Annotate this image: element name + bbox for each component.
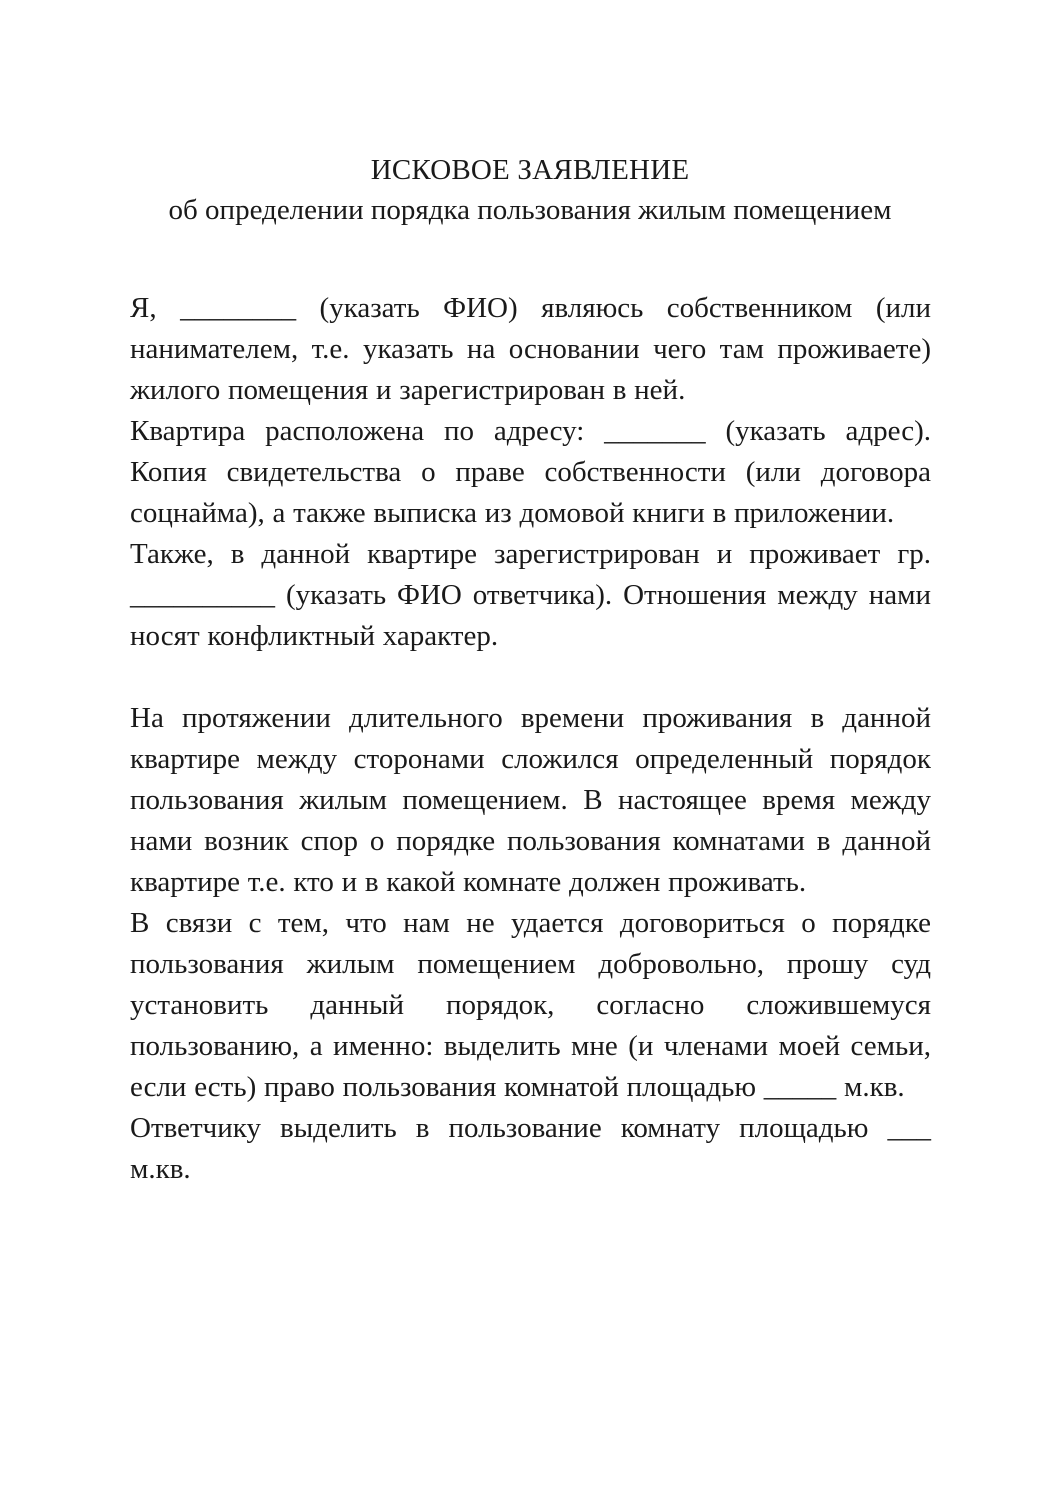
paragraph-request: В связи с тем, что нам не удается договориться о порядке пользования жилым помещением добровольно, прошу суд установить данный порядок, согласно сложившемуся пользованию, а именно: выделить мне (и членами моей семьи, если есть) право пользования комнатой площадью _____ м.кв. [130, 907, 931, 1103]
paragraph-address: Квартира расположена по адресу: _______ (указать адрес). Копия свидетельства о праве собственности (или договора соцнайма), а также выписка из домовой книги в приложении. [130, 415, 931, 529]
document-header [100, 150, 960, 230]
paragraph-dispute: На протяжении длительного времени проживания в данной квартире между сторонами сложился определенный порядок пользования жилым помещением. В настоящее время между нами возник спор о порядке пользования комнатами в данной квартире т.е. кто и в какой комнате должен проживать. [130, 702, 931, 898]
document-subtitle: об определении порядка пользования жилым помещением [168, 194, 892, 226]
paragraph-defendant: Также, в данной квартире зарегистрирован и проживает гр. __________ (указать ФИО ответчика). Отношения между нами носят конфликтный характер. [130, 538, 931, 652]
paragraph-plaintiff: Я, ________ (указать ФИО) являюсь собственником (или нанимателем, т.е. указать на основании чего там проживаете) жилого помещения и зарегистрирован в ней. [130, 292, 931, 406]
document-title: ИСКОВОЕ ЗАЯВЛЕНИЕ [370, 154, 690, 186]
document-body [130, 288, 931, 1190]
paragraph-defendant-room: Ответчику выделить в пользование комнату площадью ___ м.кв. [130, 1112, 931, 1185]
paragraph-gap [130, 657, 931, 698]
